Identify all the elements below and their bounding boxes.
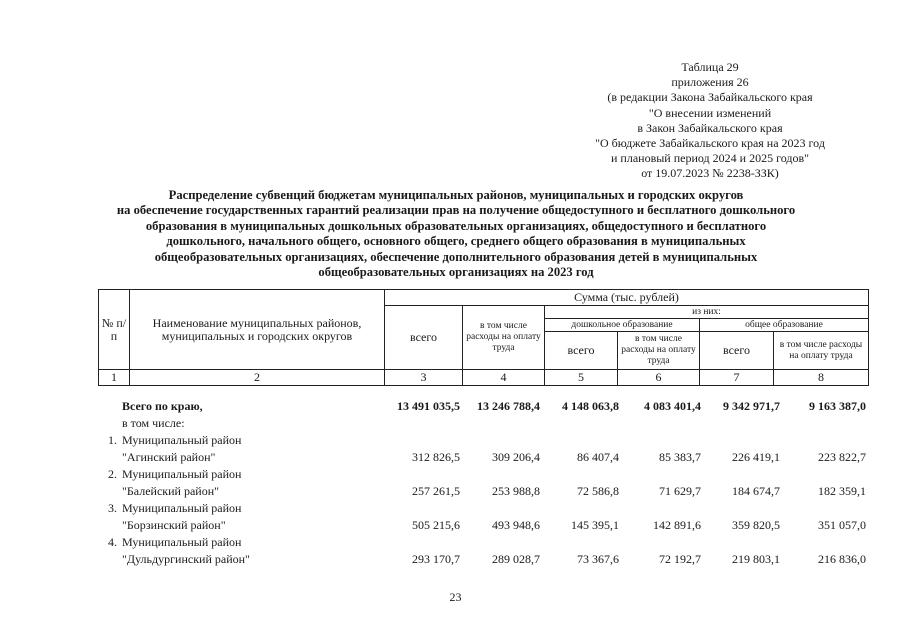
table-row — [98, 449, 868, 466]
row-value: 493 948,6 — [492, 518, 540, 532]
col-number: 5 — [545, 370, 618, 386]
table-row — [98, 534, 868, 551]
row-value: 359 820,5 — [732, 518, 780, 532]
row-value: 142 891,6 — [653, 518, 701, 532]
header-sum: Сумма (тыс. рублей) — [385, 290, 869, 306]
row-value: 226 419,1 — [732, 450, 780, 464]
col-number: 4 — [463, 370, 545, 386]
header-general-wages: в том числе расходы на оплату труда — [774, 332, 869, 370]
table-header-grid — [98, 289, 869, 386]
row-name: Муниципальный район — [122, 467, 242, 481]
header-line: приложения 26 — [671, 75, 749, 90]
table-row — [98, 432, 868, 449]
incl-label: в том числе: — [122, 416, 185, 430]
page-number: 23 — [449, 590, 462, 604]
total-value: 9 163 387,0 — [809, 399, 866, 413]
title-line: общеобразовательных организациях на 2023 год — [318, 265, 594, 280]
row-index: 2. — [108, 467, 117, 481]
total-value: 13 246 788,4 — [477, 399, 540, 413]
header-preschool: дошкольное образование — [545, 319, 700, 332]
header-incl-wages: в том числе расходы на оплату труда — [463, 306, 545, 370]
row-value: 253 988,8 — [492, 484, 540, 498]
row-name: Муниципальный район — [122, 535, 242, 549]
total-value: 13 491 035,5 — [397, 399, 460, 413]
totals-row — [98, 398, 868, 415]
row-value: 505 215,6 — [412, 518, 460, 532]
title-line: общеобразовательных организациях, обеспечение дополнительного образования детей в муниципальных — [154, 249, 758, 264]
row-name: Муниципальный район — [122, 433, 242, 447]
header-line: Таблица 29 — [681, 60, 739, 74]
header-num-col: № п/п — [99, 290, 130, 370]
row-value: 216 836,0 — [818, 552, 866, 566]
row-value: 219 803,1 — [732, 552, 780, 566]
row-index: 4. — [108, 535, 117, 549]
row-index: 1. — [108, 433, 117, 447]
data-table — [98, 398, 868, 568]
row-value: 73 367,6 — [577, 552, 619, 566]
row-name: Муниципальный район — [122, 501, 242, 515]
row-value: 86 407,4 — [577, 450, 619, 464]
header-of-which: из них: — [545, 306, 869, 319]
title-line: Распределение субвенций бюджетам муниципальных районов, муниципальных и городских округов — [168, 188, 744, 202]
incl-row — [98, 415, 868, 432]
row-value: 184 674,7 — [732, 484, 780, 498]
row-index: 3. — [108, 501, 117, 515]
row-value: 145 395,1 — [571, 518, 619, 532]
row-value: 312 826,5 — [412, 450, 460, 464]
total-value: 9 342 971,7 — [723, 399, 780, 413]
row-value: 71 629,7 — [659, 484, 701, 498]
total-value: 4 148 063,8 — [562, 399, 619, 413]
appendix-header — [560, 60, 860, 182]
header-name-col: Наименование муниципальных районов, муниципальных и городских округов — [130, 290, 385, 370]
col-number: 7 — [700, 370, 774, 386]
total-value: 4 083 401,4 — [644, 399, 701, 413]
totals-label: Всего по краю, — [122, 399, 203, 413]
col-number: 3 — [385, 370, 463, 386]
col-number: 8 — [774, 370, 869, 386]
title-line: дошкольного, начального общего, основного общего, среднего общего образования в муниципальных — [166, 234, 746, 249]
row-value: 289 028,7 — [492, 552, 540, 566]
table-row — [98, 500, 868, 517]
row-name: "Дульдургинский район" — [122, 552, 250, 566]
header-line: от 19.07.2023 № 2238-ЗЗК) — [641, 166, 779, 181]
col-number: 2 — [130, 370, 385, 386]
header-preschool-total: всего — [545, 332, 618, 370]
row-name: "Балейский район" — [122, 484, 220, 498]
table-row — [98, 517, 868, 534]
title-line: образования в муниципальных дошкольных образовательных организациях, общедоступного и бесплатного — [145, 218, 767, 233]
row-name: "Агинский район" — [122, 450, 216, 464]
row-value: 72 586,8 — [577, 484, 619, 498]
header-general: общее образование — [700, 319, 869, 332]
title-line: на обеспечение государственных гарантий реализации прав на получение общедоступного и бесплатного дошкольного — [116, 203, 796, 218]
table-row — [98, 551, 868, 568]
row-name: "Борзинский район" — [122, 518, 226, 532]
row-value: 85 383,7 — [659, 450, 701, 464]
document-title — [95, 188, 817, 280]
col-number: 1 — [99, 370, 130, 386]
header-line: в Закон Забайкальского края — [637, 120, 783, 135]
row-value: 223 822,7 — [818, 450, 866, 464]
row-value: 309 206,4 — [492, 450, 540, 464]
header-preschool-wages: в том числе расходы на оплату труда — [618, 332, 700, 370]
header-general-total: всего — [700, 332, 774, 370]
header-line: (в редакции Закона Забайкальского края — [607, 90, 813, 105]
table-row — [98, 466, 868, 483]
row-value: 72 192,7 — [659, 552, 701, 566]
table-row — [98, 483, 868, 500]
header-line: "О бюджете Забайкальского края на 2023 год — [595, 136, 825, 151]
header-line: "О внесении изменений — [648, 105, 772, 120]
row-value: 293 170,7 — [412, 552, 460, 566]
row-value: 351 057,0 — [818, 518, 866, 532]
row-value: 182 359,1 — [818, 484, 866, 498]
header-total: всего — [385, 306, 463, 370]
row-value: 257 261,5 — [412, 484, 460, 498]
header-line: и плановый период 2024 и 2025 годов" — [610, 151, 810, 166]
col-number: 6 — [618, 370, 700, 386]
